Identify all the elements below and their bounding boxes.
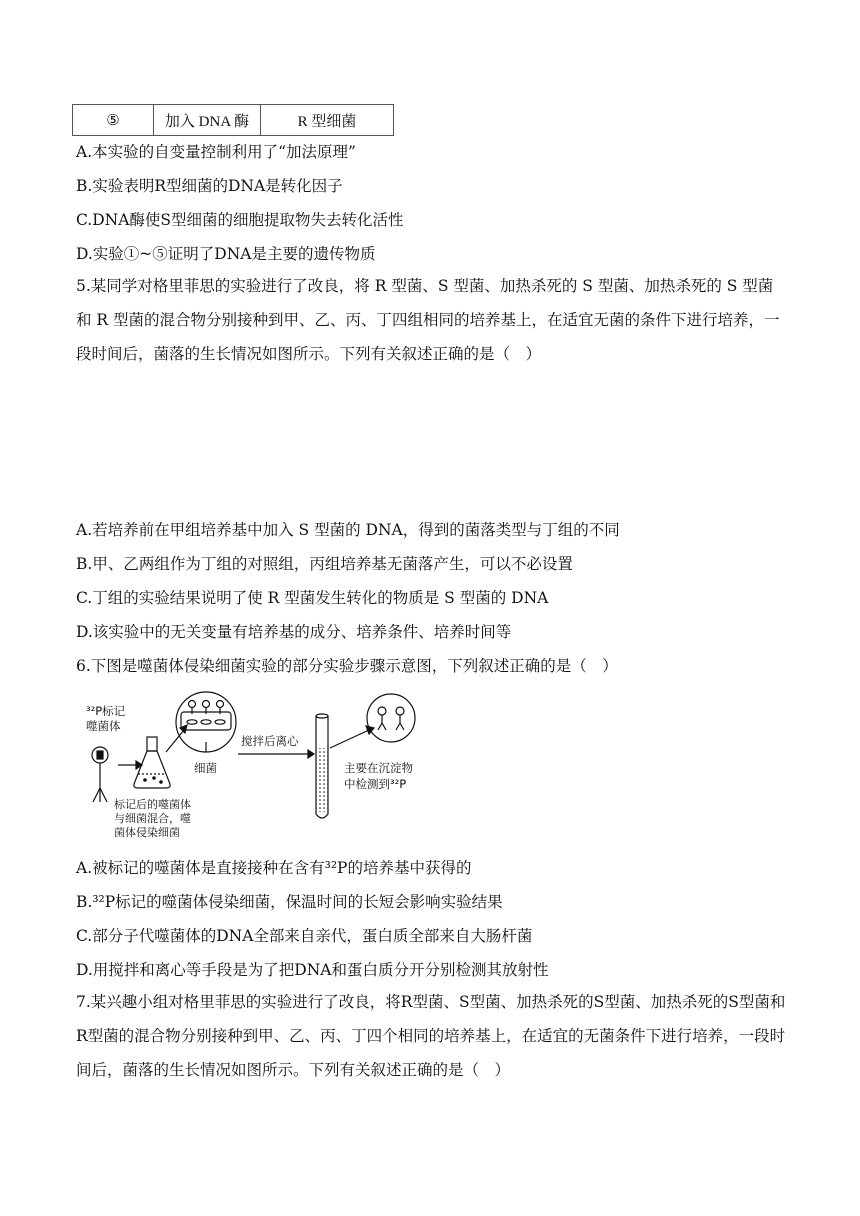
q6-option-d: D.用搅拌和离心等手段是为了把DNA和蛋白质分开分别检测其放射性: [76, 961, 549, 979]
figure-label-mix-2: 与细菌混合，噬: [114, 812, 191, 825]
figure-label-result-1: 主要在沉淀物: [344, 761, 413, 775]
arrow-icon: [238, 750, 314, 758]
q6-option-c: C.部分子代噬菌体的DNA全部来自亲代，蛋白质全部来自大肠杆菌: [76, 927, 533, 945]
q4-option-a: A.本实验的自变量控制利用了“加法原理”: [76, 143, 356, 161]
table-cell-result: R 型细菌: [261, 105, 394, 136]
figure-label-centrifuge: 搅拌后离心: [241, 734, 299, 748]
arrow-icon: [118, 761, 142, 769]
magnified-sediment-icon: [367, 694, 415, 742]
figure-label-phage-1: ³²P标记: [86, 704, 126, 718]
figure-label-phage-2: 噬菌体: [86, 719, 121, 733]
figure-label-result-2: 中检测到³²P: [344, 777, 407, 791]
table-cell-number: ⑤: [73, 105, 154, 136]
magnified-infection-icon: [176, 692, 236, 752]
q5-option-a: A.若培养前在甲组培养基中加入 S 型菌的 DNA，得到的菌落类型与丁组的不同: [76, 521, 620, 539]
q4-option-c: C.DNA酶使S型细菌的细胞提取物失去转化活性: [76, 211, 404, 229]
q6-stem: 6.下图是噬菌体侵染细菌实验的部分实验步骤示意图，下列叙述正确的是（ ）: [76, 657, 618, 675]
q5-stem: 5.某同学对格里菲思的实验进行了改良，将 R 型菌、S 型菌、加热杀死的 S 型菌、加热杀死的 S 型菌和 R 型菌的混合物分别接种到甲、乙、丙、丁四组相同的培养基上，在适宜无菌的条件下进行培养，一段时间后，菌落的生长情况如图所示。下列有关叙述正确的是（ ）: [76, 277, 780, 363]
table-cell-treatment: 加入 DNA 酶: [154, 105, 261, 136]
q5-option-d: D.该实验中的无关变量有培养基的成分、培养条件、培养时间等: [76, 623, 512, 641]
phage-experiment-figure: [82, 690, 450, 845]
figure-label-mix-3: 菌体侵染细菌: [114, 826, 180, 839]
figure-label-mix-1: 标记后的噬菌体: [114, 798, 191, 811]
centrifuge-tube-icon: [316, 714, 328, 818]
q4-option-b: B.实验表明R型细菌的DNA是转化因子: [76, 177, 343, 195]
q5-option-b: B.甲、乙两组作为丁组的对照组，丙组培养基无菌落产生，可以不必设置: [76, 555, 573, 573]
q5-option-c: C.丁组的实验结果说明了使 R 型菌发生转化的物质是 S 型菌的 DNA: [76, 589, 549, 607]
figure-label-bacteria: 细菌: [194, 761, 217, 775]
q6-option-b: B.³²P标记的噬菌体侵染细菌，保温时间的长短会影响实验结果: [76, 893, 503, 911]
q6-option-a: A.被标记的噬菌体是直接接种在含有³²P的培养基中获得的: [76, 859, 472, 877]
phage-icon: [92, 747, 108, 802]
q4-option-d: D.实验①~⑤证明了DNA是主要的遗传物质: [76, 245, 376, 263]
q7-stem: 7.某兴趣小组对格里菲思的实验进行了改良，将R型菌、S型菌、加热杀死的S型菌、加热杀死的S型菌和R型菌的混合物分别接种到甲、乙、丙、丁四个相同的培养基上，在适宜的无菌条件下进行培养，一段时间后，菌落的生长情况如图所示。下列有关叙述正确的是（ ）: [76, 993, 786, 1079]
table-row: [73, 105, 394, 136]
arrow-icon: [330, 726, 374, 748]
experiment-table: [72, 104, 394, 136]
